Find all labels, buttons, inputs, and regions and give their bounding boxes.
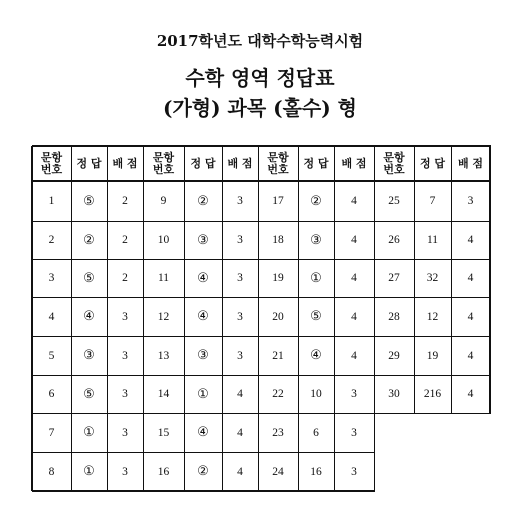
answer-cell: ⑤ bbox=[310, 309, 322, 324]
points-cell: 3 bbox=[237, 272, 243, 284]
header-points: 배 점 bbox=[341, 156, 367, 170]
question-number: 20 bbox=[272, 310, 284, 323]
row-divider bbox=[32, 221, 491, 222]
points-cell: 4 bbox=[467, 388, 474, 400]
row-divider bbox=[32, 297, 491, 298]
question-number: 22 bbox=[272, 388, 284, 400]
points-cell: 4 bbox=[467, 234, 474, 246]
question-number: 5 bbox=[48, 349, 55, 362]
points-cell: 3 bbox=[237, 310, 243, 323]
answer-cell: ④ bbox=[197, 309, 209, 324]
answer-cell: ③ bbox=[197, 232, 209, 248]
points-cell: 3 bbox=[122, 310, 128, 323]
answer-cell: ③ bbox=[197, 348, 209, 363]
points-cell: 4 bbox=[237, 388, 243, 400]
points-cell: 3 bbox=[237, 234, 243, 246]
question-number: 23 bbox=[272, 426, 284, 439]
question-number: 3 bbox=[48, 272, 55, 284]
answer-cell: ④ bbox=[83, 309, 95, 324]
table-border-bottom bbox=[32, 490, 375, 492]
answer-cell: 6 bbox=[313, 426, 319, 439]
points-cell: 4 bbox=[351, 195, 357, 207]
question-number: 16 bbox=[157, 465, 170, 478]
answer-cell: ① bbox=[83, 425, 95, 440]
question-number: 11 bbox=[157, 272, 170, 284]
table-border-top bbox=[32, 145, 491, 147]
question-number: 15 bbox=[157, 426, 170, 439]
question-number: 9 bbox=[160, 195, 167, 207]
points-cell: 4 bbox=[237, 426, 243, 439]
question-number: 21 bbox=[272, 349, 284, 362]
header-points: 배 점 bbox=[227, 156, 253, 170]
answer-cell: ④ bbox=[197, 270, 209, 286]
points-cell: 3 bbox=[237, 349, 243, 362]
column-divider bbox=[334, 146, 335, 491]
column-divider bbox=[31, 146, 33, 491]
question-number: 14 bbox=[157, 388, 170, 400]
question-number: 27 bbox=[388, 272, 400, 284]
points-cell: 4 bbox=[351, 349, 357, 362]
column-divider bbox=[222, 146, 223, 491]
answer-cell: ② bbox=[83, 232, 95, 248]
header-answer: 정 답 bbox=[303, 156, 329, 170]
points-cell: 3 bbox=[237, 195, 243, 207]
answer-cell: ⑤ bbox=[83, 270, 95, 286]
points-cell: 4 bbox=[467, 310, 474, 323]
header-question-number: 문항 번호 bbox=[40, 150, 63, 176]
column-divider bbox=[298, 146, 299, 491]
header-points: 배 점 bbox=[457, 156, 484, 170]
answer-cell: ③ bbox=[83, 348, 95, 363]
header-question-number: 문항 번호 bbox=[267, 150, 289, 176]
points-cell: 3 bbox=[122, 465, 128, 478]
question-number: 30 bbox=[388, 388, 400, 400]
answer-cell: ⑤ bbox=[83, 193, 95, 209]
header-answer: 정 답 bbox=[190, 156, 216, 170]
question-number: 13 bbox=[157, 349, 170, 362]
answer-cell: ① bbox=[83, 464, 95, 479]
points-cell: 2 bbox=[122, 195, 128, 207]
answer-cell: ② bbox=[310, 193, 322, 209]
points-cell: 3 bbox=[351, 388, 357, 400]
question-number: 10 bbox=[157, 234, 170, 246]
question-number: 19 bbox=[272, 272, 284, 284]
column-divider bbox=[414, 146, 415, 413]
points-cell: 3 bbox=[122, 349, 128, 362]
points-cell: 4 bbox=[351, 272, 357, 284]
answer-cell: ④ bbox=[197, 425, 209, 440]
answer-cell: ④ bbox=[310, 348, 322, 363]
header-answer: 정 답 bbox=[76, 156, 102, 170]
column-divider bbox=[71, 146, 72, 491]
column-divider bbox=[143, 146, 144, 491]
question-number: 6 bbox=[48, 388, 55, 400]
points-cell: 3 bbox=[122, 426, 128, 439]
question-number: 8 bbox=[48, 465, 55, 478]
question-number: 29 bbox=[388, 349, 400, 362]
answer-cell: ② bbox=[197, 193, 209, 209]
answer-cell: ② bbox=[197, 464, 209, 479]
column-divider bbox=[107, 146, 108, 491]
question-number: 12 bbox=[157, 310, 170, 323]
answer-cell: ① bbox=[310, 270, 322, 286]
header-question-number: 문항 번호 bbox=[383, 150, 405, 176]
column-divider bbox=[489, 146, 491, 413]
question-number: 17 bbox=[272, 195, 284, 207]
column-divider bbox=[451, 146, 452, 413]
points-cell: 4 bbox=[467, 349, 474, 362]
row-divider bbox=[32, 452, 375, 453]
subject-type-title: (가형) 과목 (홀수) 형 bbox=[163, 96, 357, 120]
answer-cell: 32 bbox=[426, 272, 439, 284]
exam-title: 2017학년도 대학수학능력시험 bbox=[156, 32, 364, 50]
header-answer: 정 답 bbox=[419, 156, 446, 170]
points-cell: 2 bbox=[122, 234, 128, 246]
answer-cell: 7 bbox=[429, 195, 436, 207]
answer-cell: ③ bbox=[310, 232, 322, 248]
answer-cell: 16 bbox=[310, 465, 322, 478]
points-cell: 3 bbox=[351, 426, 357, 439]
question-number: 25 bbox=[388, 195, 400, 207]
question-number: 2 bbox=[48, 234, 55, 246]
question-number: 28 bbox=[388, 310, 400, 323]
header-divider bbox=[32, 180, 491, 182]
points-cell: 4 bbox=[351, 310, 357, 323]
answer-cell: 216 bbox=[423, 388, 442, 400]
question-number: 18 bbox=[272, 234, 284, 246]
question-number: 26 bbox=[388, 234, 400, 246]
row-divider bbox=[32, 259, 491, 260]
row-divider bbox=[32, 375, 491, 376]
question-number: 1 bbox=[48, 195, 55, 207]
column-divider bbox=[184, 146, 185, 491]
points-cell: 3 bbox=[467, 195, 474, 207]
answer-cell: ⑤ bbox=[83, 386, 95, 402]
points-cell: 4 bbox=[237, 465, 243, 478]
answer-cell: 19 bbox=[426, 349, 439, 362]
row-divider bbox=[32, 413, 491, 414]
question-number: 7 bbox=[48, 426, 55, 439]
column-divider bbox=[374, 146, 375, 491]
answer-cell: ① bbox=[197, 386, 209, 402]
column-divider bbox=[258, 146, 259, 491]
answer-cell: 11 bbox=[426, 234, 439, 246]
points-cell: 3 bbox=[122, 388, 128, 400]
row-divider bbox=[32, 336, 491, 337]
answer-cell: 10 bbox=[310, 388, 322, 400]
points-cell: 3 bbox=[351, 465, 357, 478]
question-number: 4 bbox=[48, 310, 55, 323]
answer-table-title: 수학 영역 정답표 bbox=[185, 66, 335, 90]
points-cell: 4 bbox=[351, 234, 357, 246]
answer-cell: 12 bbox=[426, 310, 439, 323]
header-question-number: 문항 번호 bbox=[152, 150, 175, 176]
points-cell: 2 bbox=[122, 272, 128, 284]
points-cell: 4 bbox=[467, 272, 474, 284]
question-number: 24 bbox=[272, 465, 284, 478]
header-points: 배 점 bbox=[112, 156, 138, 170]
